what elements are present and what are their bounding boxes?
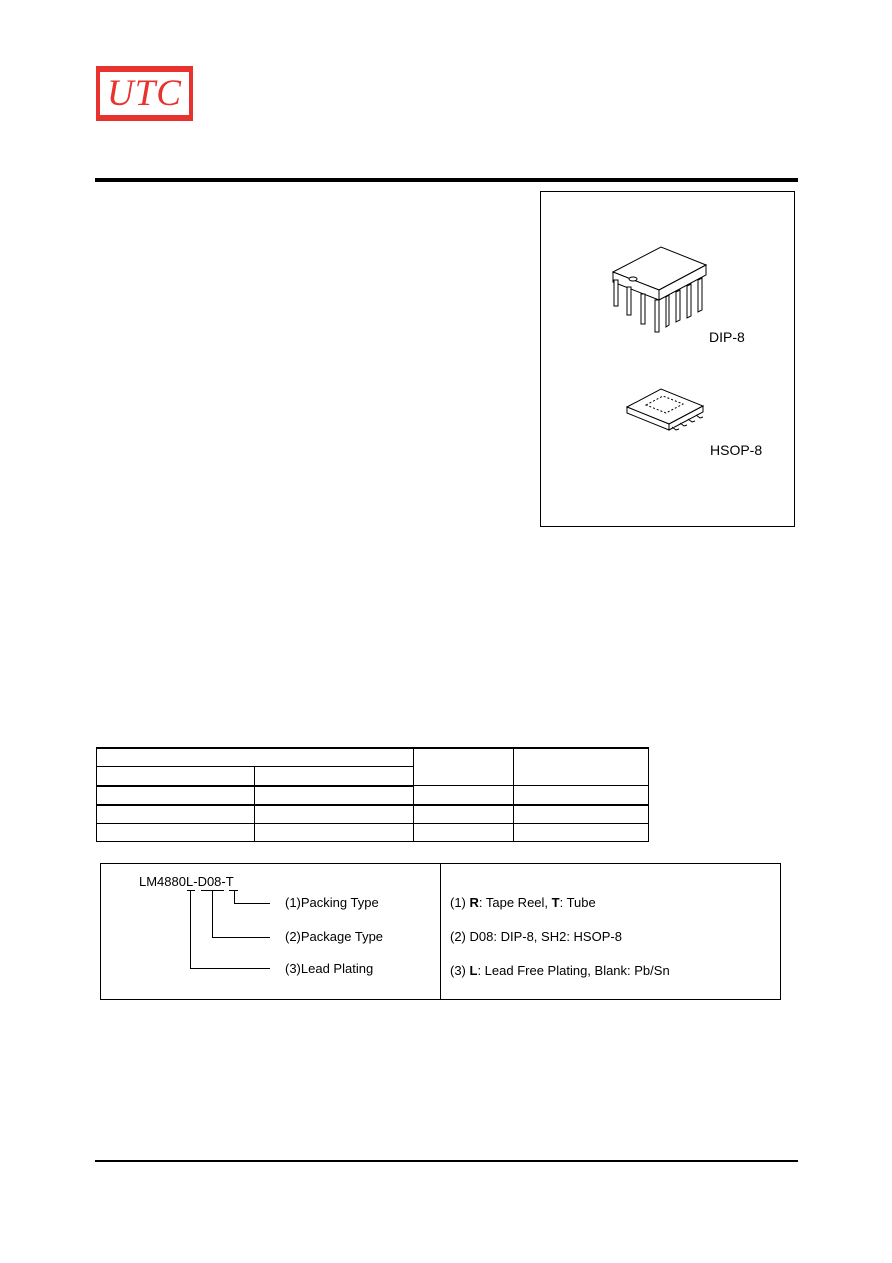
table-header-cell [97,767,255,786]
hsop-8-label: HSOP-8 [710,442,763,458]
leader-line [190,968,270,969]
leader-line [212,890,213,937]
table-row [97,823,649,841]
note-lead-plating: (3) L: Lead Free Plating, Blank: Pb/Sn [450,963,670,978]
legend-packing-type: (1)Packing Type [285,895,379,910]
dip-8-label: DIP-8 [709,329,745,345]
leader-line [212,937,270,938]
logo-text: UTC [107,73,182,114]
leader-line [190,890,191,968]
header-rule [95,178,798,182]
underline-l [187,890,195,891]
dip-8-package-icon [541,192,794,526]
legend-package-type: (2)Package Type [285,929,384,944]
table-header-cell [97,748,414,767]
note-packing-type: (1) R: Tape Reel, T: Tube [450,895,596,910]
hsop-8-package-icon [627,389,703,430]
leader-line [234,903,270,904]
footer-rule [95,1160,798,1162]
table-header-cell [514,748,649,786]
leader-line [234,890,235,903]
table-row [97,805,649,824]
table-row [97,786,649,805]
ordering-table [96,747,649,842]
table-header-cell [414,748,514,786]
part-number-divider [440,863,441,1000]
package-box [540,191,795,527]
part-number: LM4880L-D08-T [139,874,234,889]
table-header-cell [255,767,414,786]
utc-logo [96,66,193,121]
note-package-type: (2) D08: DIP-8, SH2: HSOP-8 [450,929,622,944]
legend-lead-plating: (3)Lead Plating [285,961,374,976]
